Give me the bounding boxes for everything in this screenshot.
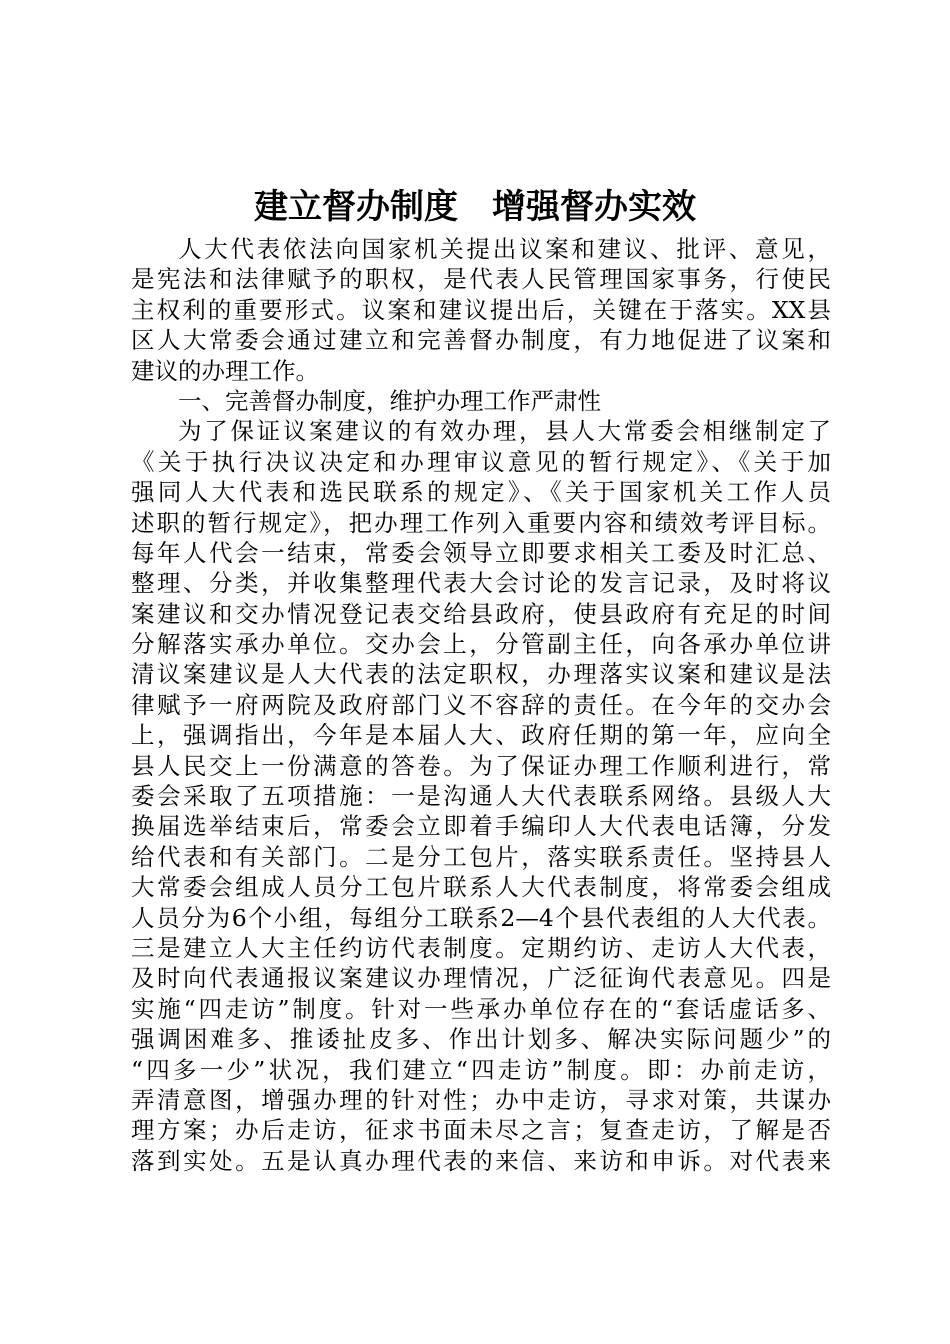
text-line: 建议的办理工作。: [131, 356, 319, 385]
text-line: 及时向代表通报议案建议办理情况，广泛征询代表意见。四是: [131, 964, 831, 993]
text-line: 述职的暂行规定》，把办理工作列入重要内容和绩效考评目标。: [131, 508, 831, 537]
text-line: 人大代表依法向国家机关提出议案和建议、批评、意见，: [178, 235, 831, 263]
text-line: 上，强调指出，今年是本届人大、政府任期的第一年，应向全: [131, 721, 831, 750]
text-line: “四多一少”状况，我们建立“四走访”制度。即：办前走访，: [131, 1055, 831, 1084]
text-line: 区人大常委会通过建立和完善督办制度，有力地促进了议案和: [131, 326, 831, 355]
text-line: 大常委会组成人员分工包片联系人大代表制度，将常委会组成: [131, 873, 831, 902]
document-body: [131, 234, 831, 1176]
text-line: 《关于执行决议决定和办理审议意见的暂行规定》、《关于加: [131, 447, 831, 476]
text-line: 换届选举结束后，常委会立即着手编印人大代表电话簿，分发: [131, 812, 831, 841]
text-line: 给代表和有关部门。二是分工包片，落实联系责任。坚持县人: [131, 842, 831, 871]
text-line: 整理、分类，并收集整理代表大会讨论的发言记录，及时将议: [131, 569, 831, 598]
text-line: 为了保证议案建议的有效办理，县人大常委会相继制定了: [178, 417, 831, 446]
text-line: 清议案建议是人大代表的法定职权，办理落实议案和建议是法: [131, 660, 831, 689]
text-line: 人员分为6个小组，每组分工联系2—4个县代表组的人大代表。: [131, 903, 831, 932]
text-line: 每年人代会一结束，常委会领导立即要求相关工委及时汇总、: [131, 538, 831, 567]
text-line: 是宪法和法律赋予的职权，是代表人民管理国家事务，行使民: [131, 265, 831, 294]
text-line: 主权利的重要形式。议案和建议提出后，关键在于落实。XX县: [131, 295, 831, 324]
text-line: 一、完善督办制度，维护办理工作严肃性: [178, 386, 601, 415]
text-line: 委会采取了五项措施：一是沟通人大代表联系网络。县级人大: [131, 782, 831, 811]
text-line: 案建议和交办情况登记表交给县政府，使县政府有充足的时间: [131, 599, 831, 628]
text-line: 理方案；办后走访，征求书面未尽之言；复查走访，了解是否: [131, 1116, 831, 1145]
text-line: 强同人大代表和选民联系的规定》、《关于国家机关工作人员: [131, 478, 831, 507]
text-line: 三是建立人大主任约访代表制度。定期约访、走访人大代表，: [131, 933, 831, 962]
text-line: 律赋予一府两院及政府部门义不容辞的责任。在今年的交办会: [131, 690, 831, 719]
text-line: 实施“四走访”制度。针对一些承办单位存在的“套话虚话多、: [131, 994, 831, 1023]
text-line: 分解落实承办单位。交办会上，分管副主任，向各承办单位讲: [131, 630, 831, 659]
text-line: 落到实处。五是认真办理代表的来信、来访和申诉。对代表来: [131, 1146, 831, 1175]
text-line: 强调困难多、推诿扯皮多、作出计划多、解决实际问题少”的: [131, 1025, 831, 1054]
document-title: 建立督办制度 增强督办实效: [254, 187, 696, 227]
text-line: 弄清意图，增强办理的针对性；办中走访，寻求对策，共谋办: [131, 1085, 831, 1114]
text-line: 县人民交上一份满意的答卷。为了保证办理工作顺利进行，常: [131, 751, 831, 780]
